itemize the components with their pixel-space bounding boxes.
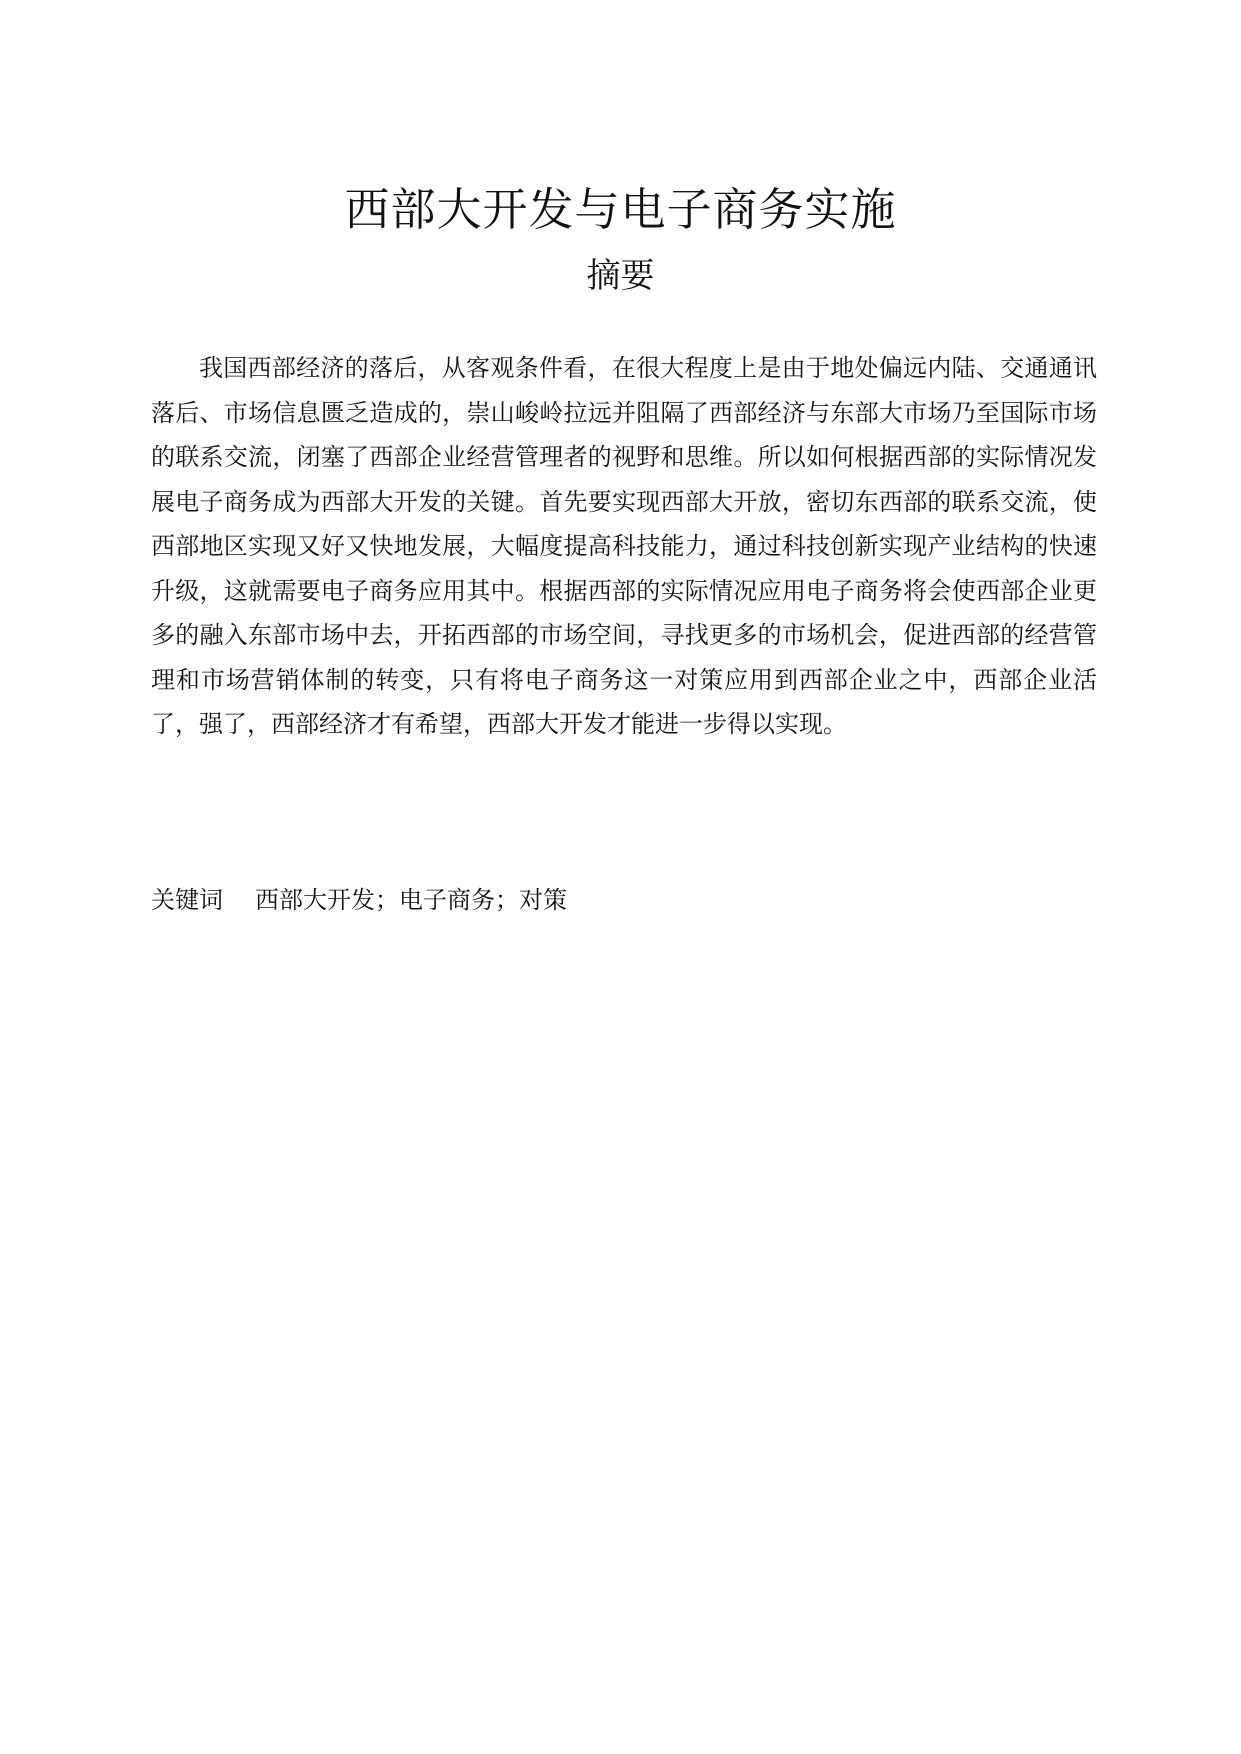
abstract-paragraph: 我国西部经济的落后，从客观条件看，在很大程度上是由于地处偏远内陆、交通通讯落后、市场信息匮乏造成的，崇山峻岭拉远并阻隔了西部经济与东部大市场乃至国际市场的联系交流，闭塞了西部企业经营管理者的视野和思维。所以如何根据西部的实际情况发展电子商务成为西部大开发的关键。首先要实现西部大开放，密切东西部的联系交流，使西部地区实现又好又快地发展，大幅度提高科技能力，通过科技创新实现产业结构的快速升级，这就需要电子商务应用其中。根据西部的实际情况应用电子商务将会使西部企业更多的融入东部市场中去，开拓西部的市场空间，寻找更多的市场机会，促进西部的经营管理和市场营销体制的转变，只有将电子商务这一对策应用到西部企业之中，西部企业活了，强了，西部经济才有希望，西部大开发才能进一步得以实现。 bbox=[151, 354, 1097, 738]
keywords-line bbox=[151, 882, 1097, 918]
keywords-label: 关键词 bbox=[151, 886, 223, 914]
document-title: 西部大开发与电子商务实施 bbox=[344, 183, 897, 236]
abstract-heading: 摘要 bbox=[586, 256, 655, 296]
keywords-value: 西部大开发；电子商务；对策 bbox=[255, 886, 567, 914]
